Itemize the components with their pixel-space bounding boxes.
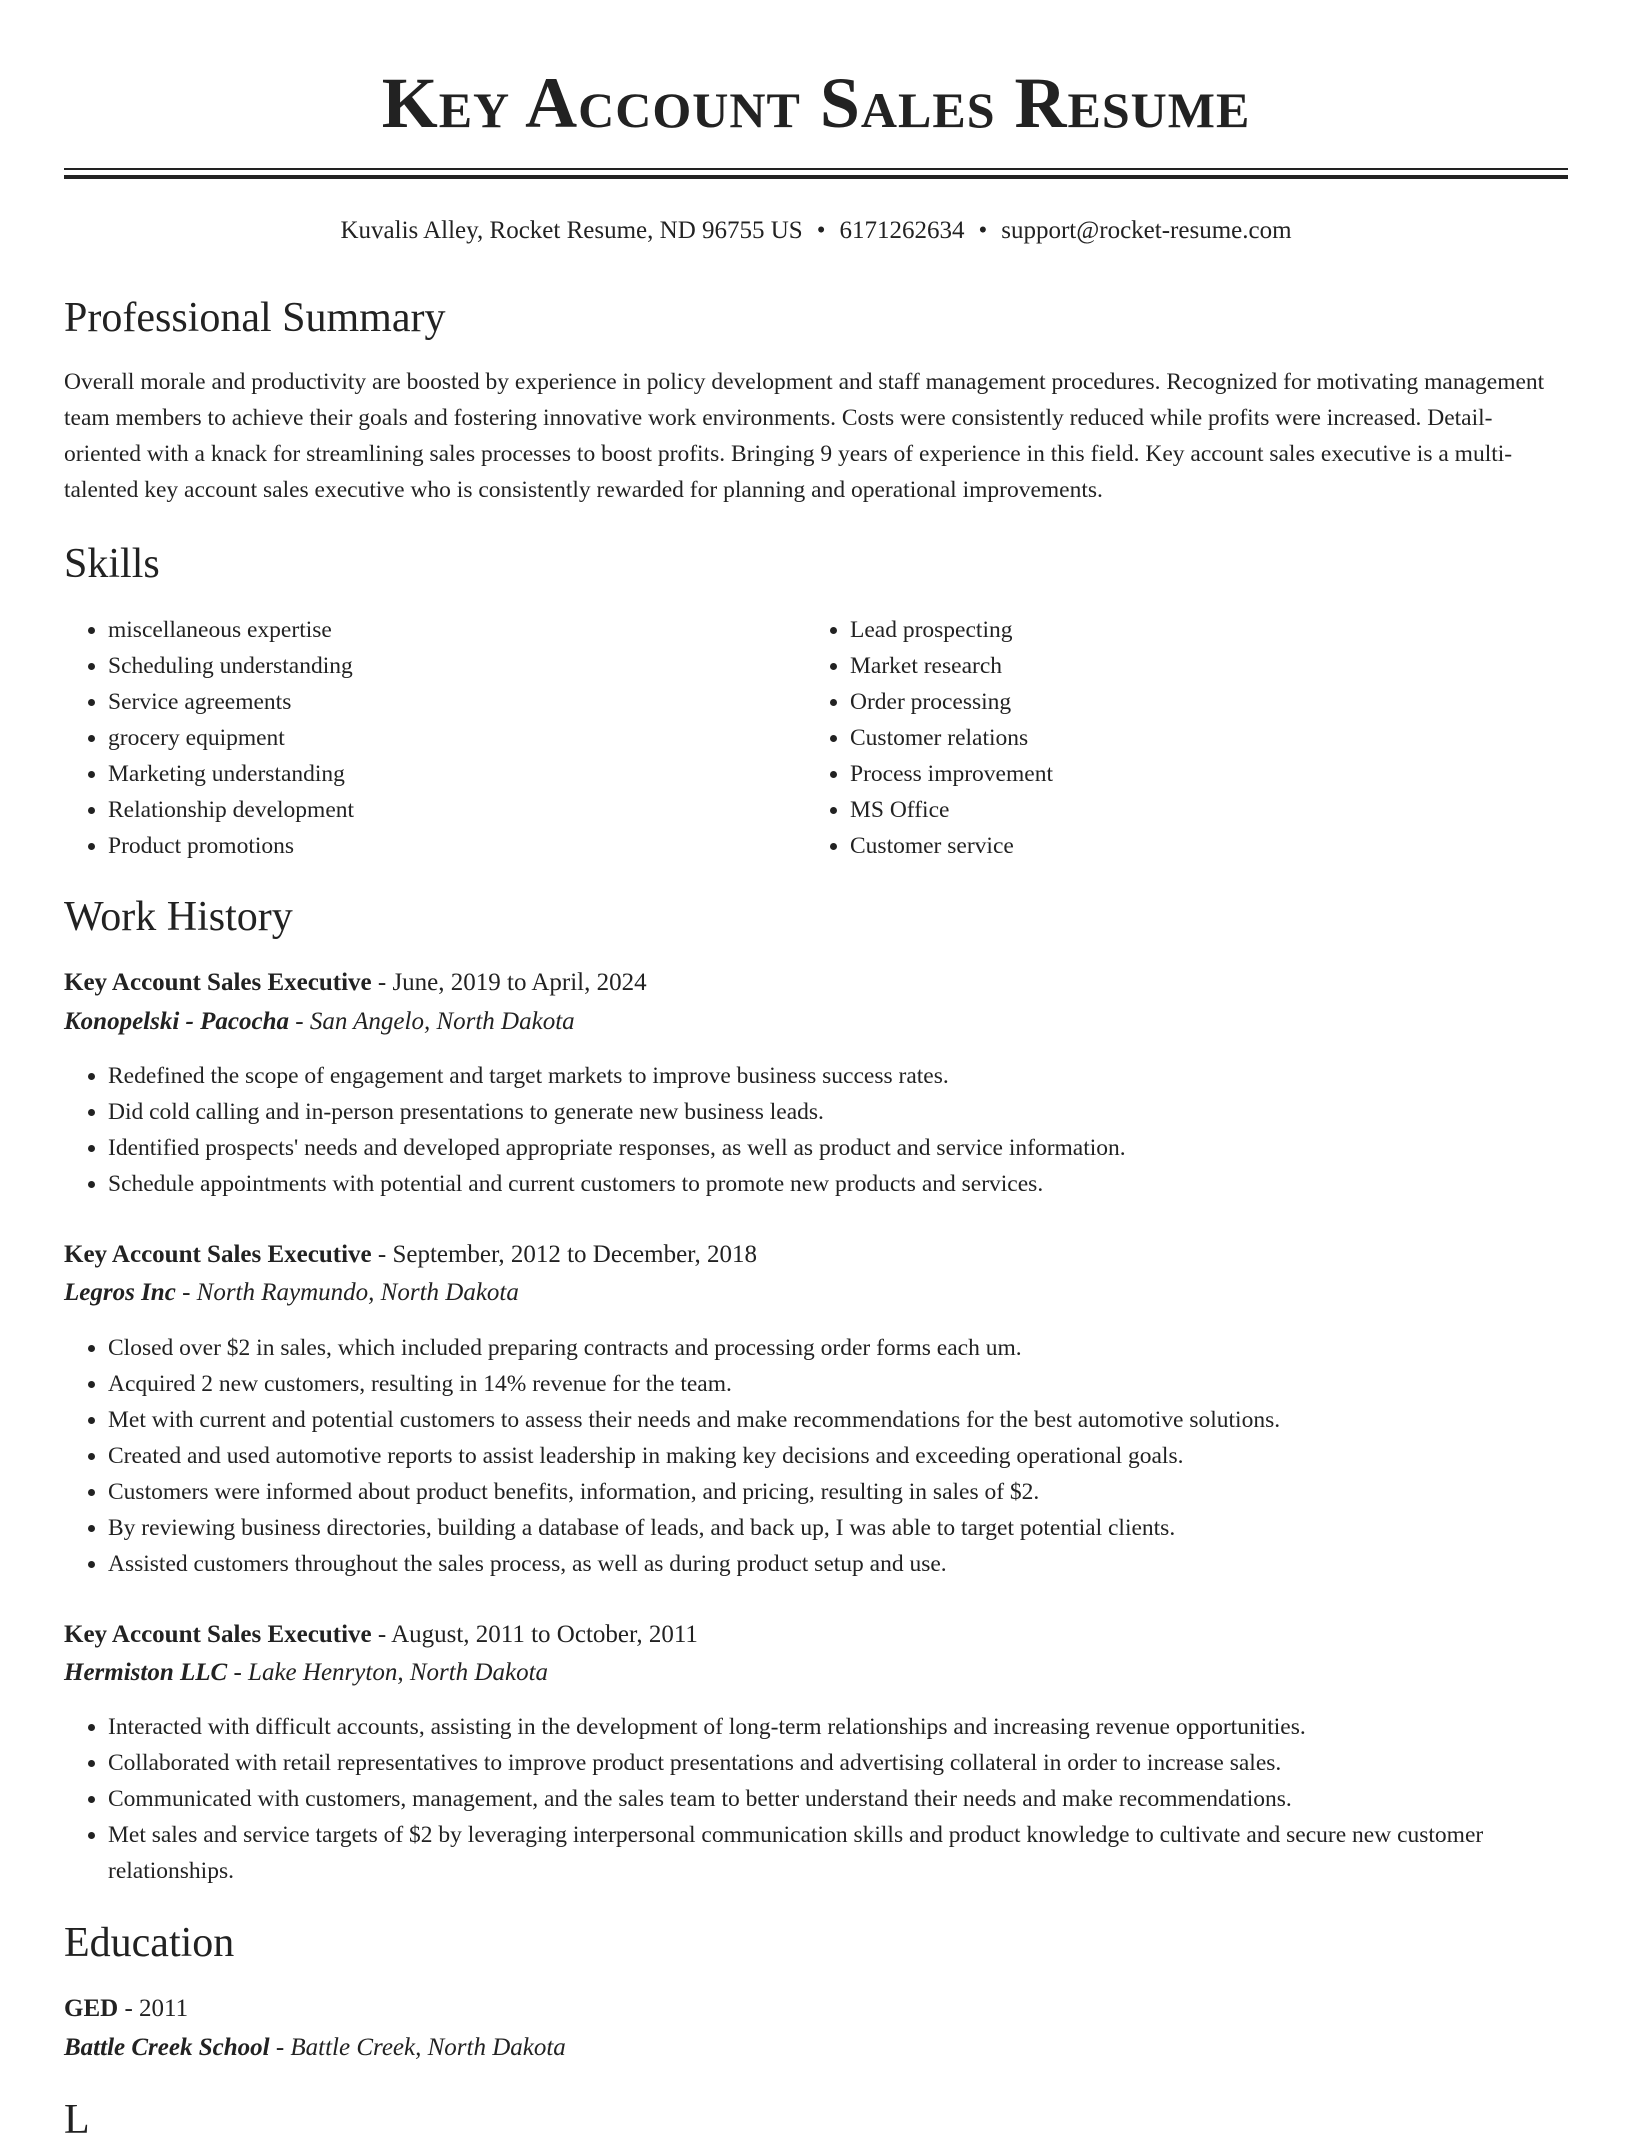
resume-title: Key Account Sales Resume [381,63,1251,143]
job-bullet: • Acquired 2 new customers, resulting in 14% revenue for the team. [108,1366,1568,1402]
job-bullet: • Collaborated with retail representatives to improve product presentations and advertising collateral in order to increase sales. [108,1745,1568,1781]
skill-item: • grocery equipment [108,720,808,756]
skill-item: • MS Office [850,792,1550,828]
job-title: Key Account Sales Executive [64,969,372,996]
skill-item: • Service agreements [108,684,808,720]
education-year: 2011 [139,1995,189,2022]
skill-item: • Relationship development [108,792,808,828]
title-divider-thin [64,168,1568,170]
education-school-line [64,2030,1568,2066]
job-bullet: • Closed over $2 in sales, which included preparing contracts and processing order forms each um. [108,1330,1568,1366]
dash: - [377,1621,387,1648]
skill-item: • Scheduling understanding [108,648,808,684]
job-title-line [64,965,1568,1001]
dash: - [377,1241,387,1268]
job-bullet: • Did cold calling and in-person presentations to generate new business leads. [108,1094,1568,1130]
contact-address: Kuvalis Alley, Rocket Resume, ND 96755 US [340,217,803,244]
job-bullet: • Customers were informed about product benefits, information, and pricing, resulting in sales of $2. [108,1474,1568,1510]
skill-item: • Market research [850,648,1550,684]
job-dates: June, 2019 to April, 2024 [392,969,647,996]
dash: - [182,1279,191,1306]
skill-item: • Order processing [850,684,1550,720]
section-heading-skills: Skills [64,541,160,587]
job-company-line [64,1004,1568,1040]
job-dates: September, 2012 to December, 2018 [392,1241,758,1268]
job-bullet: • Interacted with difficult accounts, assisting in the development of long-term relationships and increasing revenue opportunities. [108,1709,1568,1745]
job-company-line [64,1275,1568,1311]
education-location: Battle Creek, North Dakota [290,2034,566,2061]
job-location: Lake Henryton, North Dakota [248,1659,549,1686]
job-bullet: • Identified prospects' needs and developed appropriate responses, as well as product and service information. [108,1130,1568,1166]
job-title-line [64,1237,1568,1273]
summary-text: Overall morale and productivity are boosted by experience in policy development and staff management procedures. Recognized for motivating management team members to achieve their goals and fostering innovative work environments. Costs were consistently reduced while profits were increased. Detail-oriented with a knack for streamlining sales processes to boost profits. Bringing 9 years of experience in this field. Key account sales executive is a multi-talented key account sales executive who is consistently rewarded for planning and operational improvements. [64,369,1545,503]
section-heading-education: Education [64,1920,235,1966]
job-company-line [64,1655,1568,1691]
job-bullets [64,1330,1568,1582]
job-bullets [64,1709,1568,1889]
job-bullet: • Redefined the scope of engagement and target markets to improve business success rates. [108,1058,1568,1094]
dash: - [377,969,387,996]
skill-item: • Customer service [850,828,1550,864]
skill-item: • Product promotions [108,828,808,864]
job-title: Key Account Sales Executive [64,1241,372,1268]
job-location: San Angelo, North Dakota [309,1008,575,1035]
job-bullet: • By reviewing business directories, building a database of leads, and back up, I was able to target potential clients. [108,1510,1568,1546]
job-bullet: • Met sales and service targets of $2 by leveraging interpersonal communication skills and product knowledge to cultivate and secure new customer relationships. [108,1817,1568,1889]
job-title: Key Account Sales Executive [64,1621,372,1648]
job-company: Legros Inc [64,1279,176,1306]
job-company: Konopelski - Pacocha [64,1008,289,1035]
skill-item: • miscellaneous expertise [108,612,808,648]
job-bullet: • Schedule appointments with potential and current customers to promote new products and services. [108,1166,1568,1202]
job-company: Hermiston LLC [64,1659,228,1686]
education-school: Battle Creek School [64,2034,270,2061]
skill-item: • Process improvement [850,756,1550,792]
contact-phone: 6171262634 [839,217,965,244]
job-bullet: • Created and used automotive reports to assist leadership in making key decisions and exceeding operational goals. [108,1438,1568,1474]
section-heading-work-history: Work History [64,894,293,940]
contact-separator: • [978,217,988,244]
dash: - [124,1995,133,2022]
job-bullets [64,1058,1568,1202]
contact-separator: • [816,217,826,244]
job-location: North Raymundo, North Dakota [196,1279,519,1306]
title-divider-thick [64,175,1568,179]
skill-item: • Lead prospecting [850,612,1550,648]
section-heading-summary: Professional Summary [64,295,446,341]
job-bullet: • Met with current and potential customers to assess their needs and make recommendations for the best automotive solutions. [108,1402,1568,1438]
section-heading-partial: L [64,2097,90,2143]
job-bullet: • Communicated with customers, management, and the sales team to better understand their needs and make recommendations. [108,1781,1568,1817]
contact-email: support@rocket-resume.com [1001,217,1292,244]
contact-line [0,215,1632,247]
education-degree: GED [64,1995,119,2022]
skill-item: • Customer relations [850,720,1550,756]
skills-list-left [64,612,808,864]
dash: - [295,1008,304,1035]
skill-item: • Marketing understanding [108,756,808,792]
skills-list-right [806,612,1550,864]
dash: - [275,2034,285,2061]
education-degree-line [64,1991,1568,2027]
job-dates: August, 2011 to October, 2011 [391,1621,698,1648]
job-bullet: • Assisted customers throughout the sales process, as well as during product setup and use. [108,1546,1568,1582]
job-title-line [64,1617,1568,1653]
dash: - [233,1659,242,1686]
